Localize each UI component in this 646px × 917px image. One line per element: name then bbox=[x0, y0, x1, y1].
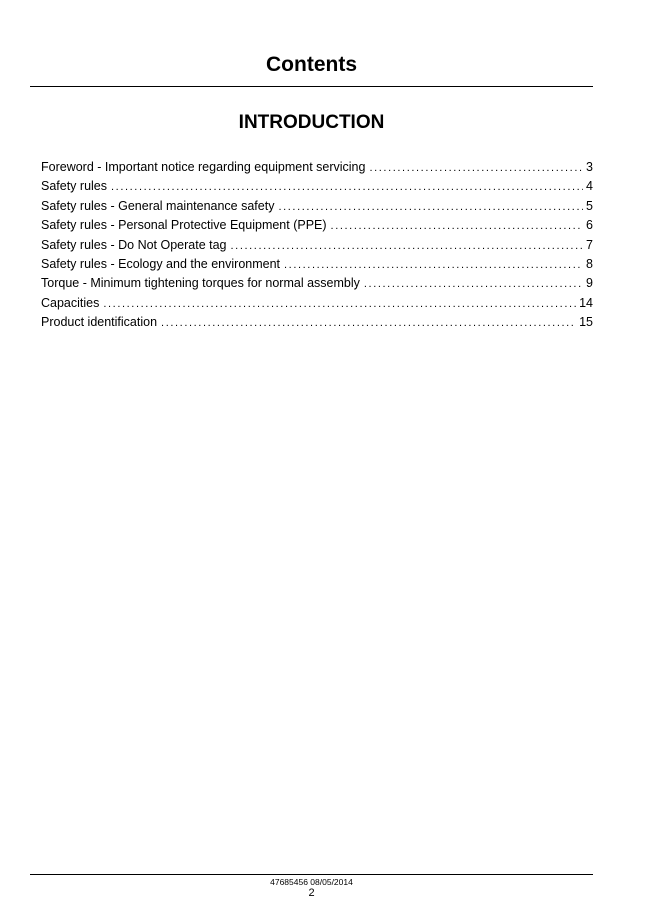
toc-entry-label: Torque - Minimum tightening torques for normal assembly bbox=[41, 276, 360, 291]
toc-entry[interactable] bbox=[41, 255, 593, 274]
toc-dot-leader bbox=[278, 198, 583, 217]
toc-entry[interactable] bbox=[41, 177, 593, 196]
document-code: 47685456 08/05/2014 bbox=[270, 877, 353, 887]
toc-entry-label: Foreword - Important notice regarding equipment servicing bbox=[41, 160, 366, 174]
footer-divider bbox=[30, 874, 593, 875]
toc-dot-leader bbox=[103, 295, 576, 314]
toc-entry-label: Capacities bbox=[41, 295, 100, 310]
toc-entry-page: 8 bbox=[586, 256, 593, 271]
page-title: Contents bbox=[266, 53, 357, 76]
toc-entry-page: 15 bbox=[579, 315, 593, 330]
toc-entry[interactable] bbox=[41, 313, 593, 332]
toc-dot-leader bbox=[231, 237, 584, 256]
toc-entry-page: 9 bbox=[586, 276, 593, 291]
toc-dot-leader bbox=[364, 275, 583, 294]
toc-entry-page: 6 bbox=[586, 218, 593, 233]
toc-entry-page: 3 bbox=[586, 160, 593, 174]
toc-entry-label: Safety rules - Ecology and the environment bbox=[41, 256, 281, 271]
toc-dot-leader bbox=[111, 178, 583, 197]
toc-entry-label: Safety rules - Do Not Operate tag bbox=[41, 237, 227, 252]
section-heading: INTRODUCTION bbox=[238, 112, 385, 133]
toc-entry-label: Safety rules - Personal Protective Equipment (PPE) bbox=[41, 218, 327, 233]
toc-entry-page: 7 bbox=[586, 237, 593, 252]
page-number: 2 bbox=[308, 887, 315, 899]
toc-entry-page: 5 bbox=[586, 198, 593, 213]
toc-entry[interactable] bbox=[41, 197, 593, 216]
toc-dot-leader bbox=[369, 159, 583, 178]
toc-entry-label: Product identification bbox=[41, 315, 158, 330]
toc-dot-leader bbox=[161, 314, 576, 333]
toc-dot-leader bbox=[284, 256, 583, 275]
header-divider bbox=[30, 86, 593, 87]
toc-entry-page: 4 bbox=[586, 179, 593, 194]
toc-entry[interactable] bbox=[41, 216, 593, 235]
toc-entry[interactable] bbox=[41, 158, 593, 177]
toc-entry-label: Safety rules bbox=[41, 179, 108, 194]
toc-entry-page: 14 bbox=[579, 295, 593, 310]
toc-entry-label: Safety rules - General maintenance safety bbox=[41, 198, 275, 213]
toc-entry[interactable] bbox=[41, 274, 593, 293]
toc-dot-leader bbox=[331, 217, 584, 236]
toc-entry[interactable] bbox=[41, 236, 593, 255]
table-of-contents bbox=[41, 158, 593, 333]
toc-entry[interactable] bbox=[41, 294, 593, 313]
